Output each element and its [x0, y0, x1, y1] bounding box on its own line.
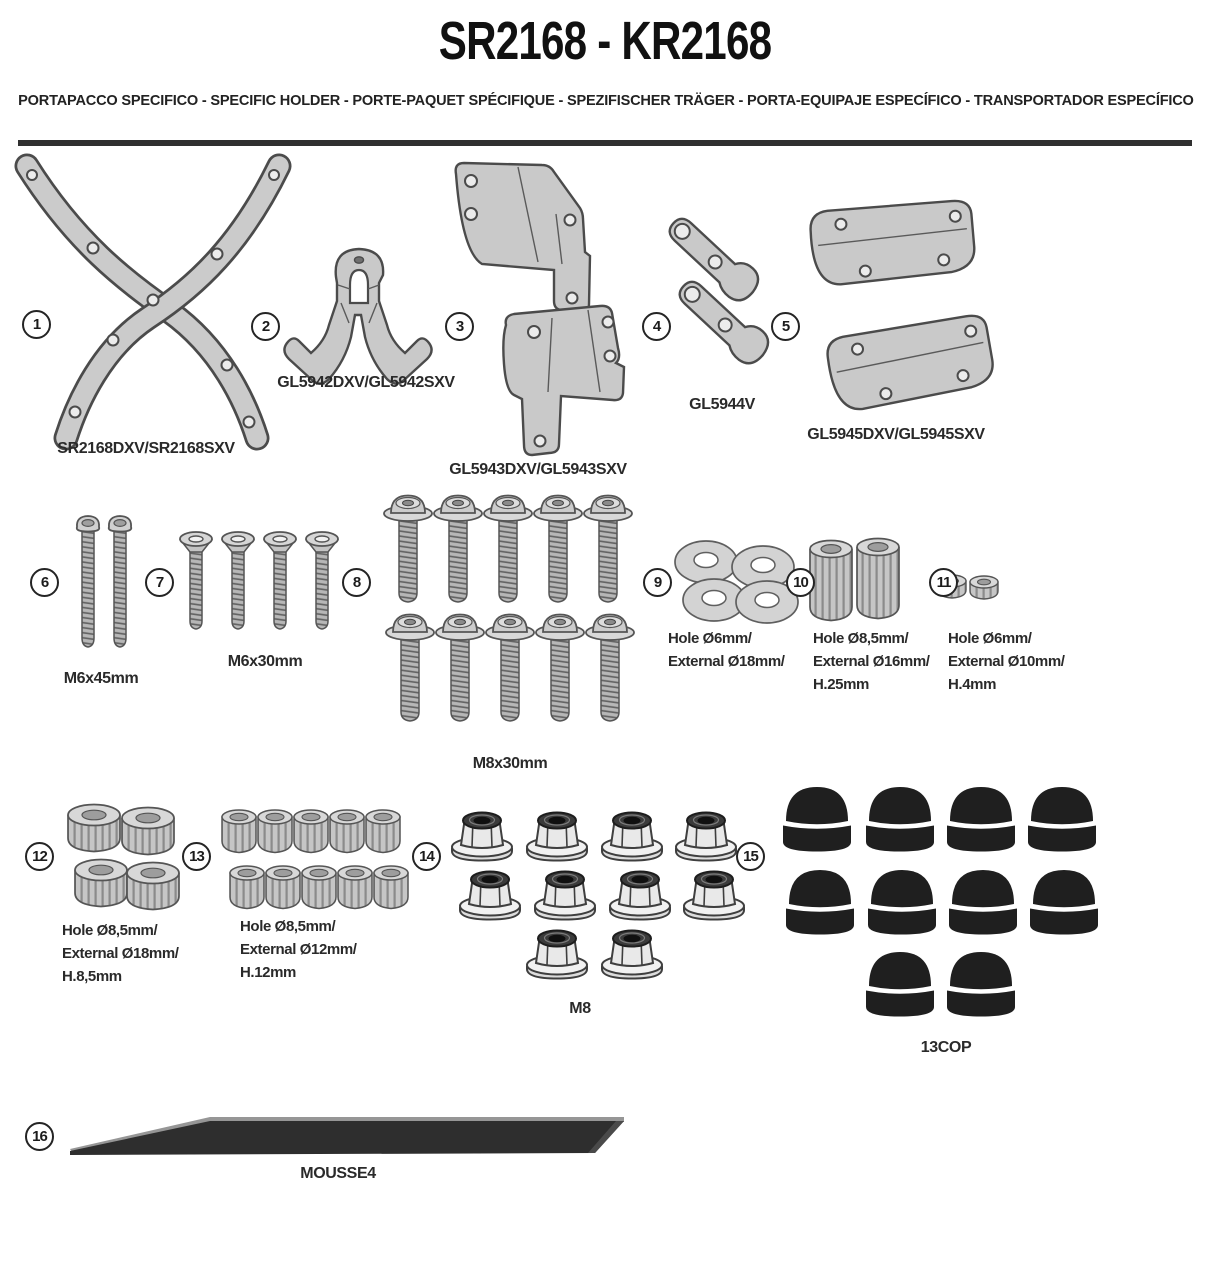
- part-10-spec: Hole Ø8,5mm/ External Ø16mm/ H.25mm: [813, 630, 930, 693]
- part-3-plates-drawing: [440, 152, 645, 470]
- part-4-links-drawing: [655, 205, 795, 380]
- part-14-nuts-drawing: [449, 804, 749, 984]
- part-6-screws-drawing: [73, 514, 143, 656]
- part-3-number-badge: 3: [445, 312, 474, 341]
- part-13-spec: Hole Ø8,5mm/ External Ø12mm/ H.12mm: [240, 918, 357, 981]
- part-15-caps-drawing: [777, 781, 1107, 1019]
- part-8-label: M8x30mm: [472, 755, 548, 772]
- part-9-spec: Hole Ø6mm/ External Ø18mm/: [668, 630, 785, 670]
- part-4-label: GL5944V: [689, 396, 755, 413]
- part-11-spec: Hole Ø6mm/ External Ø10mm/ H.4mm: [948, 630, 1065, 693]
- part-9-number-badge: 9: [643, 568, 672, 597]
- part-8-number-badge: 8: [342, 568, 371, 597]
- part-13-bushings-drawing: [220, 808, 420, 914]
- part-4-number-badge: 4: [642, 312, 671, 341]
- part-11-number-badge: 11: [929, 568, 958, 597]
- part-12-spacers-drawing: [66, 803, 186, 913]
- page-subtitle: PORTAPACCO SPECIFICO - SPECIFIC HOLDER - PORTE-PAQUET SPÉCIFIQUE - SPEZIFISCHER TRÄGER - PORTA-EQUIPAJE ESPECÍFICO - TRANSPORTADOR ESPECÍFICO: [18, 92, 1194, 109]
- part-16-number-badge: 16: [25, 1122, 54, 1151]
- part-1-label: SR2168DXV/SR2168SXV: [57, 440, 235, 457]
- header-divider: [18, 140, 1192, 146]
- part-16-label: MOUSSE4: [300, 1165, 376, 1182]
- part-13-number-badge: 13: [182, 842, 211, 871]
- part-15-number-badge: 15: [736, 842, 765, 871]
- part-8-bolts-drawing: [382, 492, 642, 730]
- part-10-spacers-drawing: [807, 538, 907, 626]
- part-12-number-badge: 12: [25, 842, 54, 871]
- part-14-label: M8: [569, 1000, 591, 1017]
- part-2-label: GL5942DXV/GL5942SXV: [277, 374, 455, 391]
- part-1-number-badge: 1: [22, 310, 51, 339]
- part-2-number-badge: 2: [251, 312, 280, 341]
- part-1-rails-drawing: [5, 150, 300, 450]
- part-2-clamp-drawing: [283, 245, 463, 385]
- part-3-label: GL5943DXV/GL5943SXV: [449, 461, 627, 478]
- part-7-label: M6x30mm: [227, 653, 303, 670]
- part-6-label: M6x45mm: [63, 670, 139, 687]
- part-15-label: 13COP: [920, 1039, 972, 1056]
- part-10-number-badge: 10: [786, 568, 815, 597]
- part-14-number-badge: 14: [412, 842, 441, 871]
- part-16-foam-drawing: [58, 1105, 643, 1165]
- part-7-number-badge: 7: [145, 568, 174, 597]
- part-5-number-badge: 5: [771, 312, 800, 341]
- page-title: SR2168 - KR2168: [438, 11, 772, 71]
- part-5-covers-drawing: [798, 185, 998, 450]
- part-6-number-badge: 6: [30, 568, 59, 597]
- part-5-label: GL5945DXV/GL5945SXV: [807, 426, 985, 443]
- part-7-screws-drawing: [178, 530, 343, 636]
- part-12-spec: Hole Ø8,5mm/ External Ø18mm/ H.8,5mm: [62, 922, 179, 985]
